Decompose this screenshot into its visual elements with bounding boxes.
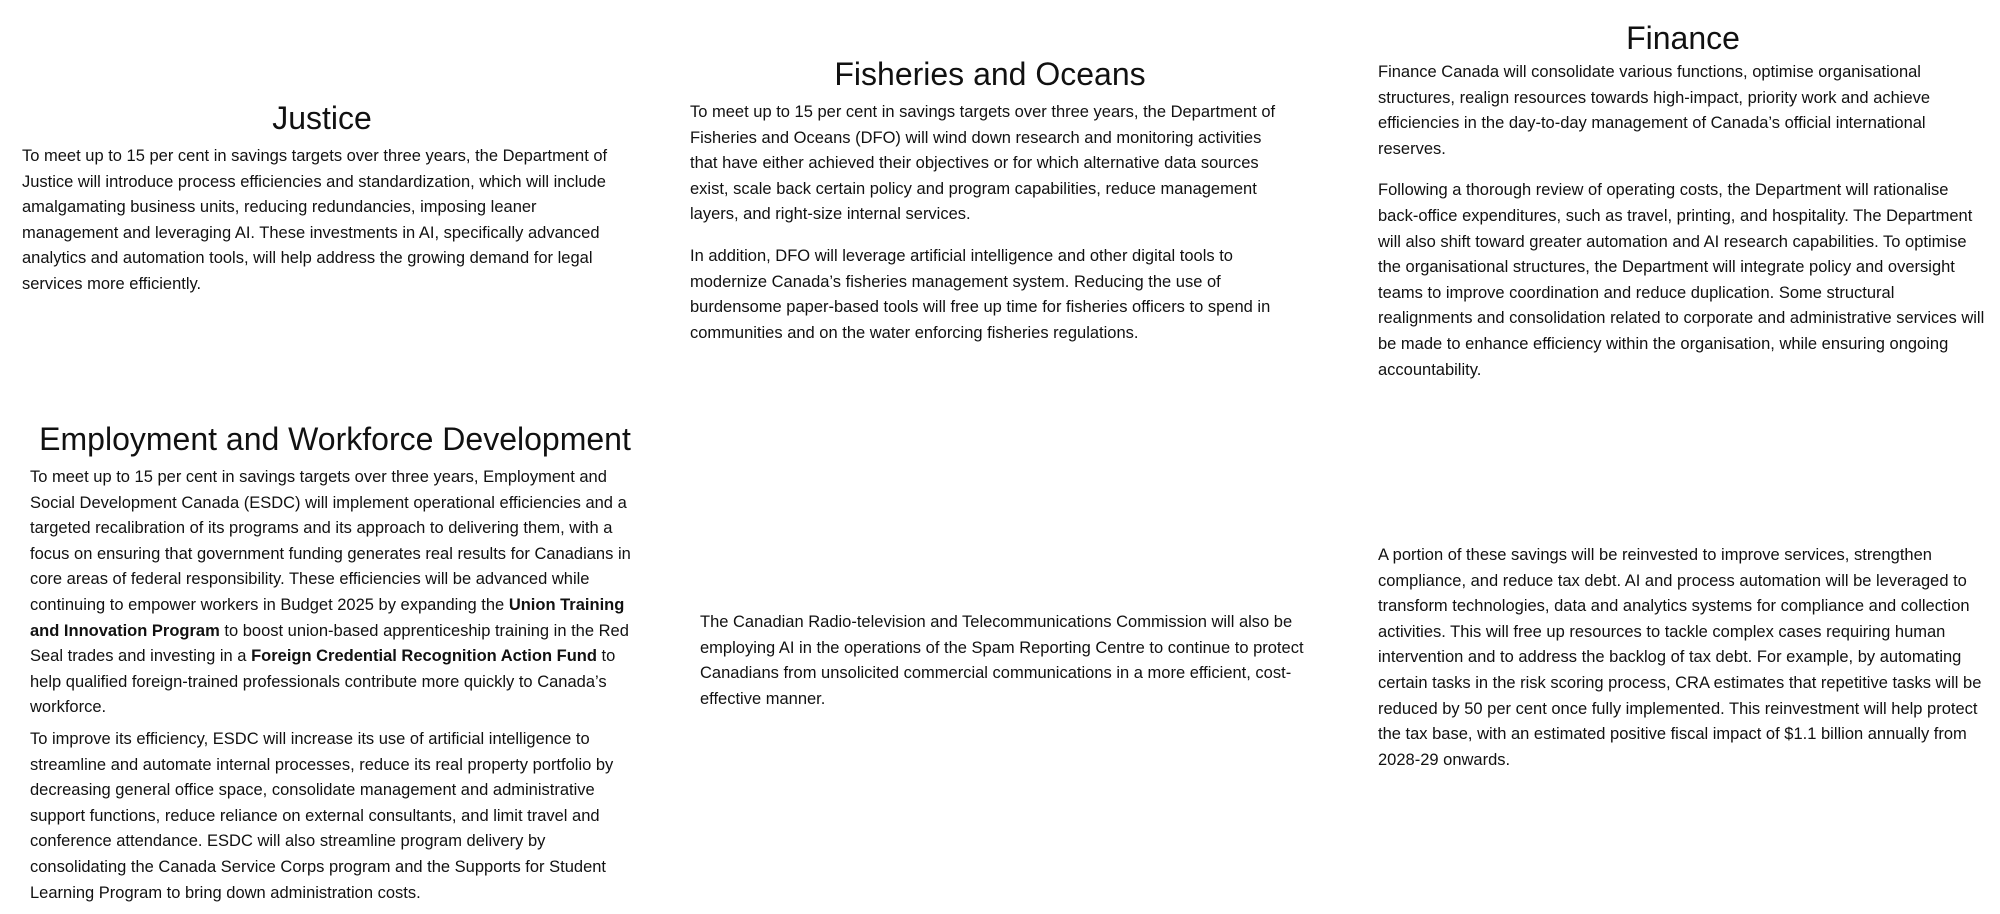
crtc-paragraph-1: The Canadian Radio-television and Telecommunications Commission will also be employing AI in the operations of the Spam Reporting Centre to continue to protect Canadians from unsolicited commercial communications in a more efficient, cost-effective manner. (700, 613, 1304, 708)
cra-paragraph-1: A portion of these savings will be reinvested to improve services, strengthen compliance, and reduce tax debt. AI and process automation will be leveraged to transform technologies, data and analytics systems for compliance and collection activities. This will free up resources to tackle complex cases requiring human intervention and to address the backlog of tax debt. For example, by automating certain tasks in the risk scoring process, CRA estimates that repetitive tasks will be reduced by 50 per cent once fully implemented. This reinvestment will help protect the tax base, with an estimated positive fiscal impact of $1.1 billion annually from 2028-29 onwards. (1378, 546, 1982, 769)
finance-paragraph-2: Following a thorough review of operating costs, the Department will rationalise back-office expenditures, such as travel, printing, and hospitality. The Department will also shift toward greater automation and AI research capabilities. To optimise the organisational structures, the Department will integrate policy and oversight teams to improve coordination and reduce duplication. Some structural realignments and consolidation related to corporate and administrative services will be made to enhance efficiency within the organisation, while ensuring ongoing accountability. (1378, 181, 1985, 379)
employment-paragraph-1 (30, 465, 640, 721)
employment-paragraph-2: To improve its efficiency, ESDC will increase its use of artificial intelligence to streamline and automate internal processes, reduce its real property portfolio by decreasing general office space, consolidate management and administrative support functions, reduce reliance on external consultants, and limit travel and conference attendance. ESDC will also streamline program delivery by consolidating the Canada Service Corps program and the Supports for Student Learning Program to bring down administration costs. (30, 729, 614, 902)
fisheries-section (690, 54, 1290, 346)
employment-section (30, 419, 640, 906)
finance-section (1378, 18, 1988, 383)
crtc-section (700, 610, 1310, 712)
foreign-credential-fund-name: Foreign Credential Recognition Action Fund (251, 647, 597, 666)
cra-section (1378, 543, 1988, 773)
employment-p1-text-2: to boost union-based apprenticeship training in the Red Seal trades and investing in a (30, 621, 629, 666)
justice-heading: Justice (272, 100, 372, 136)
union-training-program-name: Union Training and Innovation Program (30, 595, 625, 640)
employment-p1-text-3: to help qualified foreign-trained professionals contribute more quickly to Canada’s workforce. (30, 647, 616, 717)
employment-p1-text-1: To meet up to 15 per cent in savings targets over three years, Employment and Social Development Canada (ESDC) will implement operational efficiencies and a targeted recalibration of its programs and its approach to delivering them, with a focus on ensuring that government funding generates real results for Canadians in core areas of federal responsibility. These efficiencies will be advanced while continuing to empower workers in Budget 2025 by expanding the (30, 468, 631, 614)
justice-paragraph-1: To meet up to 15 per cent in savings targets over three years, the Department of Justice will introduce process efficiencies and standardization, which will include amalgamating business units, reducing redundancies, imposing leaner management and leveraging AI. These investments in AI, specifically advanced analytics and automation tools, will help address the growing demand for legal services more efficiently. (22, 147, 608, 293)
justice-section (22, 98, 622, 298)
finance-paragraph-1: Finance Canada will consolidate various functions, optimise organisational structures, realign resources towards high-impact, priority work and achieve efficiencies in the day-to-day management of Canada’s official international reserves. (1378, 63, 1931, 158)
finance-heading: Finance (1626, 20, 1740, 56)
employment-heading: Employment and Workforce Development (39, 421, 631, 457)
fisheries-heading: Fisheries and Oceans (834, 56, 1146, 92)
fisheries-paragraph-1: To meet up to 15 per cent in savings targets over three years, the Department of Fisheries and Oceans (DFO) will wind down research and monitoring activities that have either achieved their objectives or for which alternative data sources exist, scale back certain policy and program capabilities, reduce management layers, and right-size internal services. (690, 103, 1276, 224)
fisheries-paragraph-2: In addition, DFO will leverage artificial intelligence and other digital tools to modernize Canada’s fisheries management system. Reducing the use of burdensome paper-based tools will free up time for fisheries officers to spend in communities and on the water enforcing fisheries regulations. (690, 246, 1271, 342)
